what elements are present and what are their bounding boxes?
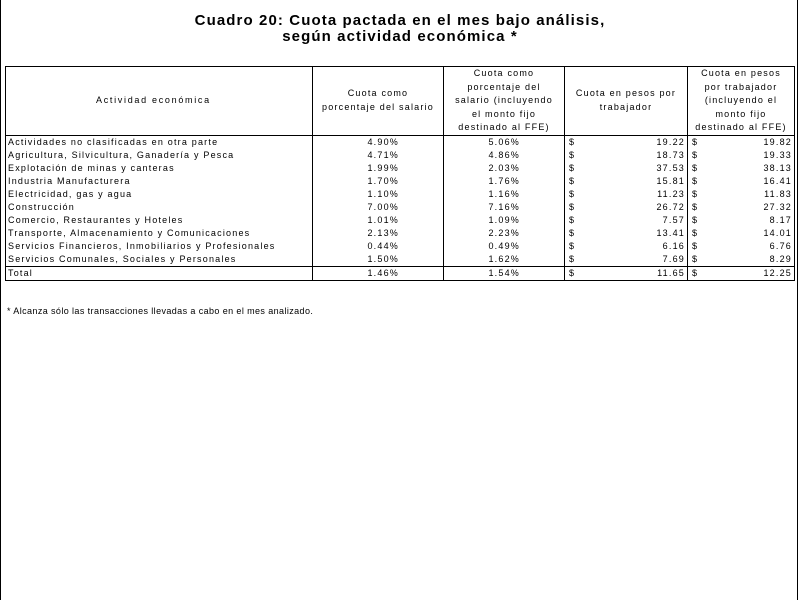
cell-pesos [565,136,688,150]
table-row [6,162,795,175]
cell-pesos-ffe [688,267,795,281]
cell-activity: Comercio, Restaurantes y Hoteles [6,214,313,227]
amount: 11.23 [657,189,685,199]
header-line: porcentaje del [467,81,541,92]
cell-pct: 1.01% [313,214,444,227]
amount: 26.72 [656,202,685,212]
cell-activity: Total [6,267,313,281]
amount: 7.57 [662,215,685,225]
cell-pct-ffe: 1.54% [444,267,565,281]
amount: 19.82 [763,137,792,147]
currency-symbol: $ [569,137,576,147]
currency-symbol: $ [692,137,699,147]
cell-pct: 2.13% [313,227,444,240]
cell-pesos [565,267,688,281]
cell-pesos [565,188,688,201]
amount: 37.53 [656,163,685,173]
currency-symbol: $ [692,215,699,225]
currency-symbol: $ [569,176,576,186]
cell-pct: 1.10% [313,188,444,201]
cell-pesos-ffe [688,188,795,201]
header-line: (incluyendo el [704,95,778,106]
currency-symbol: $ [569,202,576,212]
cell-pesos [565,227,688,240]
cell-pct: 7.00% [313,201,444,214]
cell-pct: 4.90% [313,136,444,150]
header-line: Cuota como [473,68,535,79]
header-line: el monto fijo [471,108,537,119]
currency-symbol: $ [692,254,699,264]
table-title [0,13,800,45]
currency-symbol: $ [569,268,576,278]
currency-symbol: $ [569,228,576,238]
title-line-2: según actividad económica * [282,28,518,45]
amount: 27.32 [763,202,792,212]
table-row [6,253,795,267]
cell-pesos-ffe [688,136,795,150]
cell-pct-ffe: 2.23% [444,227,565,240]
title-line-1: Cuadro 20: Cuota pactada en el mes bajo análisis, [194,12,606,29]
total-row [6,267,795,281]
table-row [6,227,795,240]
currency-symbol: $ [569,189,576,199]
currency-symbol: $ [692,241,699,251]
cell-pct-ffe: 1.76% [444,175,565,188]
cell-pct: 1.99% [313,162,444,175]
cell-pesos [565,201,688,214]
cell-activity: Explotación de minas y canteras [6,162,313,175]
amount: 38.13 [763,163,792,173]
currency-symbol: $ [692,189,699,199]
cell-pesos-ffe [688,201,795,214]
cell-pesos [565,162,688,175]
cell-pct: 0.44% [313,240,444,253]
cell-pesos-ffe [688,214,795,227]
amount: 16.41 [763,176,792,186]
currency-symbol: $ [692,228,699,238]
cell-pesos-ffe [688,175,795,188]
cell-pct: 1.46% [313,267,444,281]
currency-symbol: $ [569,254,576,264]
header-pct-salary [313,67,444,136]
cell-pct-ffe: 5.06% [444,136,565,150]
cell-activity: Servicios Financieros, Inmobiliarios y Profesionales [6,240,313,253]
header-line: salario (incluyendo [455,95,553,106]
cell-activity: Industria Manufacturera [6,175,313,188]
header-row [6,67,795,136]
amount: 8.17 [769,215,792,225]
table-row [6,149,795,162]
cell-pct-ffe: 1.16% [444,188,565,201]
cell-pesos-ffe [688,227,795,240]
currency-symbol: $ [692,163,699,173]
cell-pct-ffe: 4.86% [444,149,565,162]
cell-activity: Actividades no clasificadas en otra parte [6,136,313,150]
header-pct-salary-ffe [444,67,565,136]
cell-pct-ffe: 0.49% [444,240,565,253]
header-line: destinado al FFE) [695,122,787,133]
table-row [6,214,795,227]
cell-pct: 1.50% [313,253,444,267]
cell-pct-ffe: 1.62% [444,253,565,267]
cell-pesos [565,214,688,227]
table-row [6,175,795,188]
cell-pesos-ffe [688,149,795,162]
cell-pesos-ffe [688,240,795,253]
header-line: por trabajador [704,81,778,92]
table-row [6,188,795,201]
table-row [6,201,795,214]
cell-pesos [565,175,688,188]
amount: 7.69 [662,254,685,264]
amount: 6.16 [662,241,685,251]
currency-symbol: $ [692,202,699,212]
header-line: Cuota en pesos por [575,88,677,99]
amount: 6.76 [769,241,792,251]
amount: 13.41 [656,228,685,238]
cell-pesos-ffe [688,162,795,175]
header-line: Cuota como [347,88,409,99]
cell-activity: Servicios Comunales, Sociales y Personales [6,253,313,267]
amount: 8.29 [769,254,792,264]
header-line: Cuota en pesos [701,68,781,79]
header-line: destinado al FFE) [458,122,550,133]
currency-symbol: $ [569,163,576,173]
header-pesos-worker [565,67,688,136]
cell-pesos [565,149,688,162]
amount: 15.81 [656,176,685,186]
currency-symbol: $ [692,150,699,160]
amount: 14.01 [763,228,792,238]
amount: 11.83 [764,189,792,199]
currency-symbol: $ [569,215,576,225]
page-right-border [797,0,798,600]
currency-symbol: $ [692,176,699,186]
cell-activity: Agricultura, Silvicultura, Ganadería y Pesca [6,149,313,162]
cell-pesos-ffe [688,253,795,267]
cell-pct: 4.71% [313,149,444,162]
header-pesos-worker-ffe [688,67,795,136]
amount: 19.22 [656,137,685,147]
table-row [6,136,795,150]
header-line: monto fijo [715,108,767,119]
cell-activity: Construcción [6,201,313,214]
cell-pct-ffe: 1.09% [444,214,565,227]
cell-activity: Electricidad, gas y agua [6,188,313,201]
cell-pct: 1.70% [313,175,444,188]
cell-pesos [565,240,688,253]
currency-symbol: $ [692,268,699,278]
header-line: porcentaje del salario [322,102,434,112]
cell-pct-ffe: 2.03% [444,162,565,175]
header-activity: Actividad económica [6,67,313,136]
table-row [6,240,795,253]
quota-table [5,66,795,281]
cell-activity: Transporte, Almacenamiento y Comunicaciones [6,227,313,240]
amount: 12.25 [763,268,792,278]
header-line: trabajador [599,102,653,112]
page-left-border [0,0,1,600]
amount: 11.65 [657,268,685,278]
amount: 19.33 [763,150,792,160]
currency-symbol: $ [569,241,576,251]
amount: 18.73 [656,150,685,160]
currency-symbol: $ [569,150,576,160]
footnote: * Alcanza sólo las transacciones llevadas a cabo en el mes analizado. [7,306,314,316]
table-body [6,136,795,281]
cell-pct-ffe: 7.16% [444,201,565,214]
cell-pesos [565,253,688,267]
